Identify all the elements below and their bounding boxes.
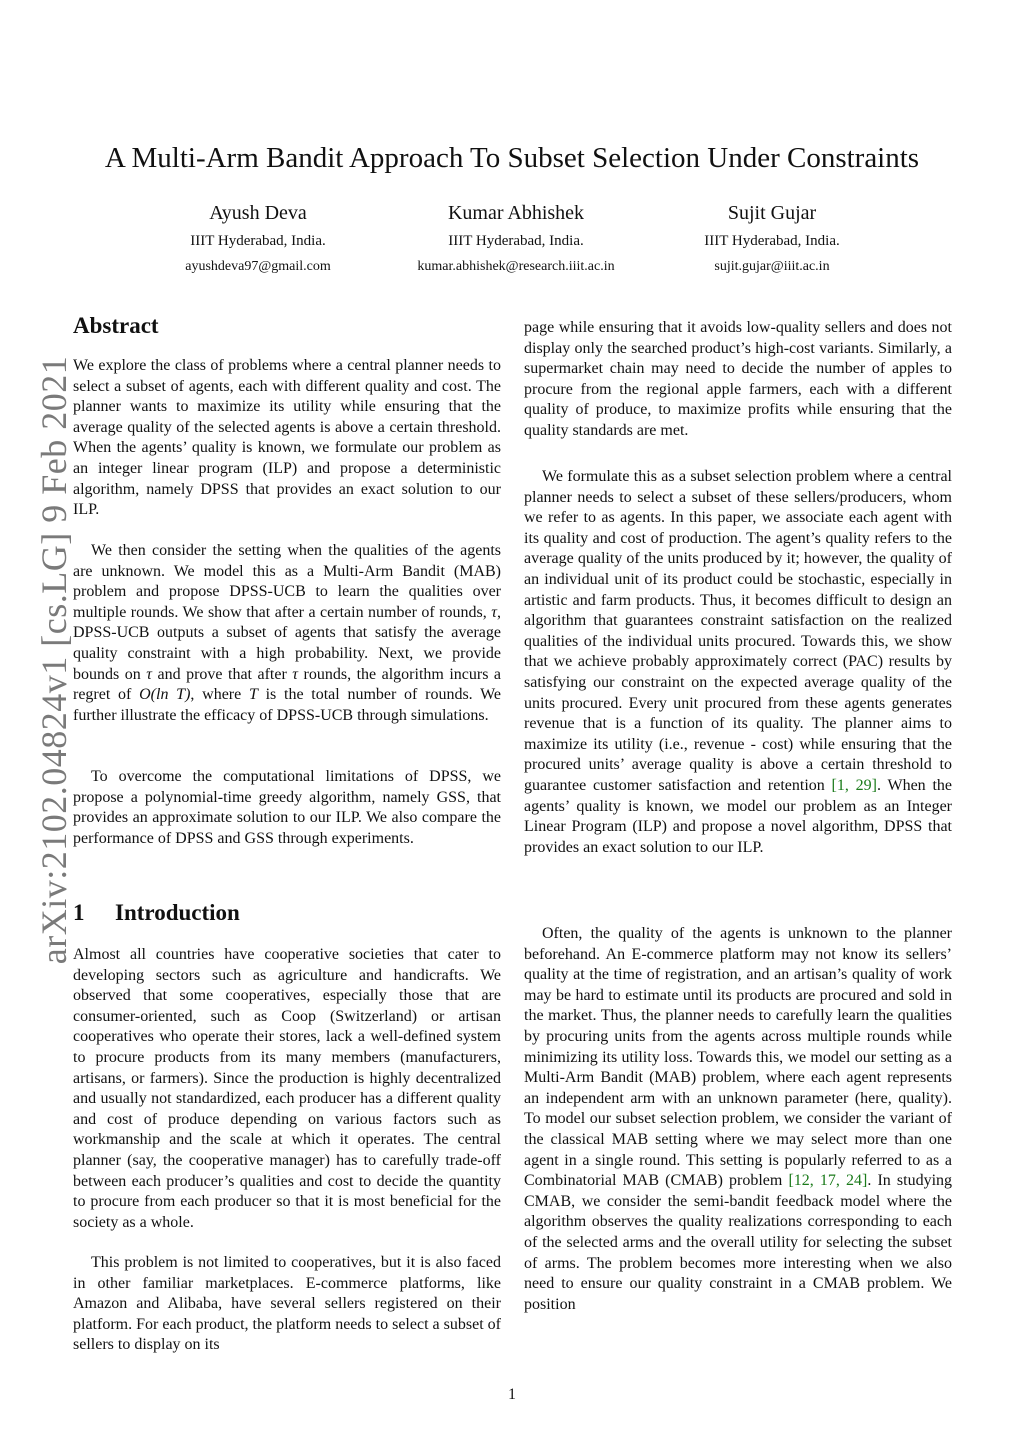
text-run: , where [190, 686, 242, 704]
math-tau: τ [292, 665, 299, 683]
intro-paragraph-5 [524, 924, 952, 1315]
citation-link[interactable]: [12, 17, 24] [788, 1172, 868, 1190]
abstract-paragraph-1: We explore the class of problems where a central planner needs to select a subset of agents, each with different quality and cost. The planner wants to maximize its utility while ensuring that the average quality of the selected agents is above a certain threshold. When the agents’ quality is known, we formulate our problem as an integer linear program (ILP) and propose a deterministic algorithm, namely DPSS that provides an exact solution to our ILP. [73, 357, 501, 519]
author-email: ayushdeva97@gmail.com [185, 259, 331, 274]
author-affiliation: IIIT Hyderabad, India. [704, 233, 840, 249]
text-run: . When the agents’ quality is known, we model our problem as an Integer Linear Program (ILP) and propose a novel algorithm, DPSS that provides an exact solution to our ILP. [524, 776, 952, 856]
math-tau: τ [491, 603, 497, 621]
math-regret: O(ln T) [139, 686, 191, 704]
author-email: kumar.abhishek@research.iiit.ac.in [417, 259, 615, 274]
author-name: Ayush Deva [209, 202, 307, 224]
intro-paragraph-2: This problem is not limited to cooperatives, but it is also faced in other familiar marketplaces. E-commerce platforms, like Amazon and Alibaba, have several sellers registered on their platform. For each product, the platform needs to select a subset of sellers to display on its [73, 1254, 501, 1354]
paper-title: A Multi-Arm Bandit Approach To Subset Selection Under Constraints [104, 142, 920, 174]
author-2 [366, 200, 666, 276]
author-email: sujit.gujar@iiit.ac.in [714, 259, 830, 274]
intro-paragraph-3: page while ensuring that it avoids low-quality sellers and does not display only the searched product’s high-cost variants. Similarly, a supermarket chain may need to decide the number of apples to procure from the regional apple farmers, each with a different quality of produce, to maximize profits while ensuring that the quality standards are met. [524, 319, 952, 439]
math-T: T [248, 686, 258, 704]
text-run: Often, the quality of the agents is unknown to the planner beforehand. An E-commerce platform may not know its sellers’ quality at the time of registration, and an artisan’s quality of work may be hard to estimate until its products are procured and sold in the market. Thus, the planner needs to carefully learn the qualities by procuring units from the agents across multiple rounds while minimizing its utility loss. Towards this, we model our setting as a Multi-Arm Bandit (MAB) problem, where each agent represents an independent arm with an unknown parameter (here, quality). To model our subset selection problem, we consider the variant of the classical MAB setting where we may select more than one agent in a single round. This setting is popularly referred to as a Combinatorial MAB (CMAB) problem [524, 925, 952, 1190]
section-number: 1 [73, 900, 85, 925]
author-block [0, 200, 1024, 280]
text-run: We then consider the setting when the qualities of the agents are unknown. We model this as a Multi-Arm Bandit (MAB) problem and propose DPSS-UCB to learn the qualities over multiple rounds. We show that after a certain number of rounds, [73, 542, 501, 621]
text-run: . In studying CMAB, we consider the semi-bandit feedback model where the algorithm observes the quality realizations corresponding to each of the selected arms and the overall utility for selecting the subset of arms. The problem becomes more interesting when we also need to ensure our quality constraint in a CMAB problem. We position [524, 1172, 953, 1313]
text-run: and prove that after [157, 665, 287, 683]
text-run: rounds, the algorithm incurs a regret of [73, 665, 502, 704]
section-heading-introduction [73, 900, 240, 926]
abstract-paragraph-3: To overcome the computational limitations of DPSS, we propose a polynomial-time greedy algorithm, namely GSS, that provides an approximate solution to our ILP. We also compare the performance of DPSS and GSS through experiments. [73, 768, 501, 847]
abstract-paragraph-2 [73, 541, 501, 726]
section-title: Introduction [115, 900, 240, 925]
author-3 [622, 200, 922, 276]
text-run: We formulate this as a subset selection problem where a central planner needs to select a subset of these sellers/producers, whom we refer to as agents. In this paper, we associate each agent with its quality and cost of production. The agent’s quality refers to the average quality of the units produced by it; however, the quality of an individual unit of its product could be stochastic, especially in artistic and farm products. Thus, it becomes difficult to design an algorithm that guarantees constraint satisfaction on the realized qualities of the individual units procured. Towards this, we show that we achieve probably approximately correct (PAC) results by satisfying our constraint on the expected average quality of the units procured. Every unit procured from these agents generates revenue that is a function of its quality. The planner aims to maximize its utility (i.e., revenue - cost) while ensuring that the procured units’ average quality is above a certain threshold to guarantee customer satisfaction and retention [524, 468, 952, 794]
math-tau: τ [146, 665, 152, 683]
author-affiliation: IIIT Hyderabad, India. [190, 233, 326, 249]
page-number: 1 [508, 1386, 516, 1403]
author-affiliation: IIIT Hyderabad, India. [448, 233, 584, 249]
author-name: Kumar Abhishek [447, 202, 585, 224]
abstract-heading: Abstract [73, 313, 159, 338]
text-run: is the total number of rounds. We further illustrate the efficacy of DPSS-UCB through simulations. [73, 686, 502, 724]
author-1 [108, 200, 408, 276]
intro-paragraph-1: Almost all countries have cooperative societies that cater to developing sectors such as agriculture and handicrafts. We observed that some cooperatives, especially those that are consumer-oriented, such as Coop (Switzerland) or artisan cooperatives who operate their stores, lack a well-defined system to procure products from its many members (manufacturers, artisans, or farmers). Since the production is highly decentralized and usually not standardized, each producer has a different quality and cost of produce depending on various factors such as workmanship and the scale at which it operates. The central planner (say, the cooperative manager) has to carefully trade-off between each producer’s qualities and cost to decide the quantity to procure from each producer so that it is most beneficial for the society as a whole. [73, 946, 501, 1231]
arxiv-identifier: arXiv:2102.04824v1 [cs.LG] 9 Feb 2021 [34, 355, 74, 965]
citation-link[interactable]: [1, 29] [831, 776, 877, 794]
author-name: Sujit Gujar [727, 202, 817, 224]
intro-paragraph-4 [524, 467, 952, 858]
text-run: , DPSS-UCB outputs a subset of agents that satisfy the average quality constraint with a high probability. Next, we provide bounds on [73, 603, 501, 683]
